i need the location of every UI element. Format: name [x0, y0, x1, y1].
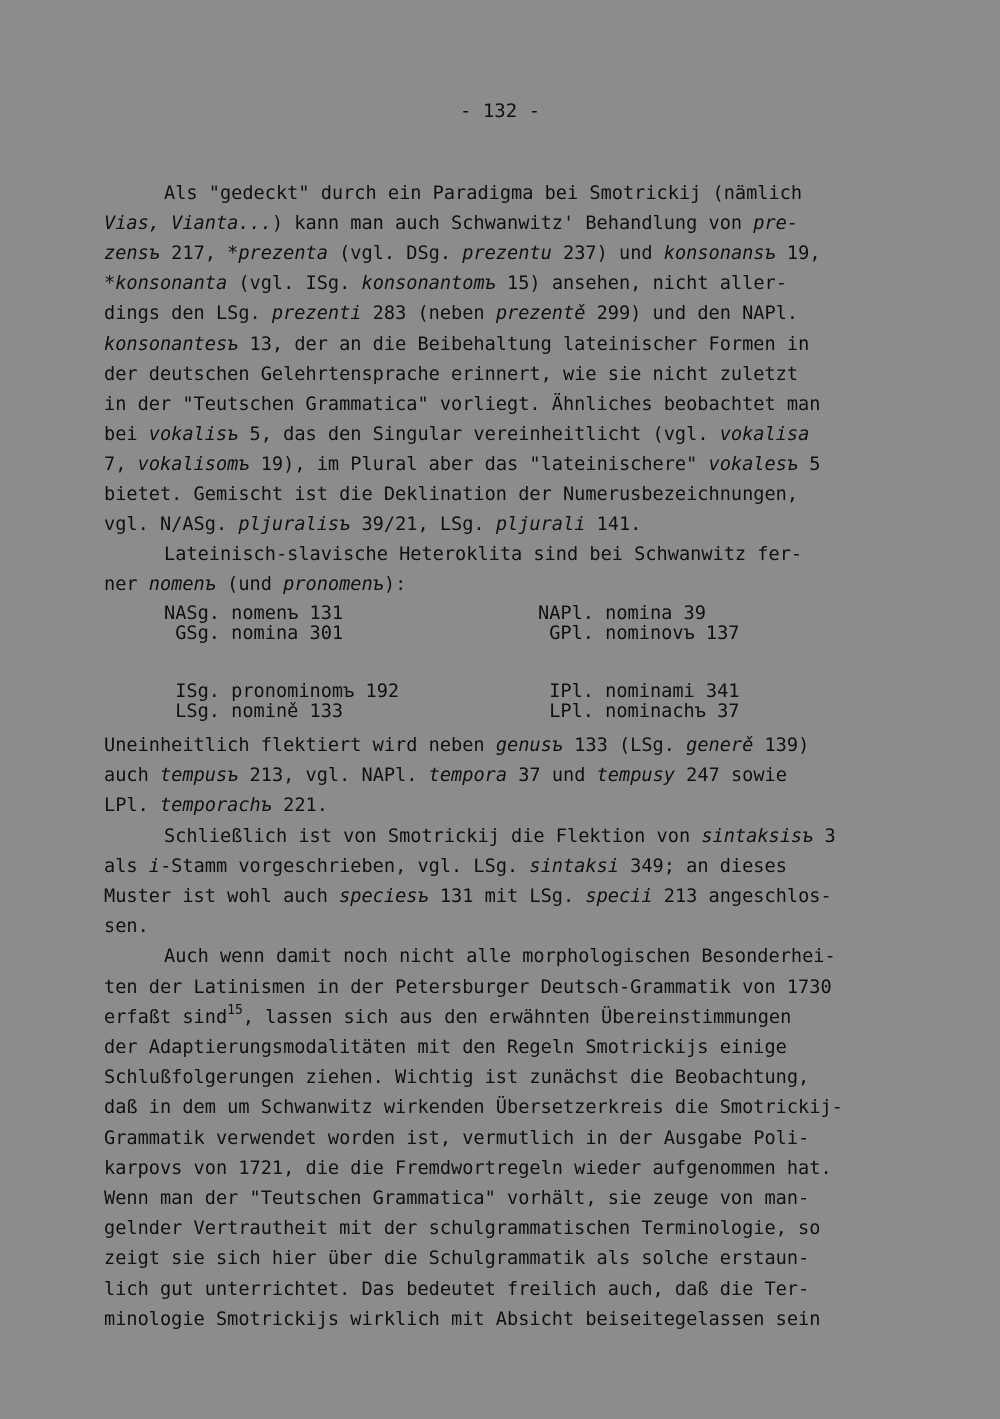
text-line: [104, 1157, 832, 1181]
paradigm-form: [164, 643, 399, 662]
text-run: 3: [813, 825, 836, 847]
italic-word: tempora: [428, 765, 508, 787]
text-run: vgl. N/ASg.: [104, 514, 239, 536]
text-line: [104, 1278, 809, 1302]
italic-word: sintaksi: [529, 855, 619, 877]
text-run: als: [104, 855, 149, 877]
italic-word: pljuralisъ: [238, 514, 351, 536]
text-run: gelnder Vertrautheit mit der schulgrammatischen Terminologie, so: [104, 1218, 821, 1240]
paradigm-table-left: [164, 603, 399, 721]
text-line: [104, 212, 798, 236]
text-run: Grammatik verwendet worden ist, vermutlich in der Ausgabe Poli-: [104, 1127, 810, 1149]
italic-word: tempusъ: [159, 765, 239, 787]
text-line: [104, 855, 787, 879]
text-run: 237) und: [551, 243, 664, 265]
italic-word: vokalisomъ: [137, 453, 250, 475]
text-run: 5, das den Singular vereinheitlicht (vgl.: [238, 423, 720, 445]
italic-word: temporachъ: [159, 795, 272, 817]
text-line: [104, 1247, 809, 1271]
text-run: karpovs von 1721, die die Fremdwortregeln wieder aufgenommen hat.: [104, 1157, 832, 1179]
text-run: 247 sowie: [674, 765, 787, 787]
text-line: [104, 976, 832, 1000]
text-run: der Adaptierungsmodalitäten mit den Regeln Smotrickijs einige: [104, 1037, 787, 1058]
text-run: Muster ist wohl auch: [104, 886, 340, 907]
italic-word: pljurali: [495, 514, 586, 536]
text-line: [104, 272, 787, 296]
text-run: 141.: [585, 514, 642, 536]
text-line: [164, 182, 802, 206]
text-run: Schließlich ist von Smotrickij die Flektion von: [164, 825, 702, 847]
text-run: 7,: [104, 453, 138, 475]
text-run: Lateinisch-slavische Heteroklita sind bei Schwanwitz fer-: [164, 544, 803, 566]
italic-word: konsonanta: [115, 273, 228, 295]
text-run: 217, *: [159, 243, 239, 265]
text-run: 19,: [775, 243, 821, 265]
italic-word: speciesъ: [339, 886, 429, 907]
text-line: [104, 453, 820, 477]
footnote-reference: 15: [227, 1002, 243, 1018]
text-run: *: [104, 273, 116, 295]
text-run: 283 (neben: [361, 303, 496, 325]
italic-word: konsonantomъ: [361, 273, 496, 295]
italic-word: vokalesъ: [708, 453, 799, 475]
italic-word: generě: [686, 735, 754, 756]
text-run: 349; an dieses: [618, 855, 787, 877]
text-line: [104, 573, 406, 597]
text-line: [104, 1308, 820, 1332]
text-run: der deutschen Gelehrtensprache erinnert, wie sie nicht zuletzt: [104, 363, 799, 385]
paradigm-form: [538, 643, 740, 662]
paradigm-form: [164, 662, 399, 681]
text-line: [104, 302, 798, 326]
text-line: [104, 363, 798, 387]
paradigm-form: NASg. nomenъ 131: [164, 603, 344, 624]
paradigm-form: LSg. nomině 133: [164, 701, 344, 722]
text-run: ) kann man auch Schwanwitz' Behandlung von: [271, 213, 754, 235]
text-line: [104, 1036, 787, 1060]
text-line: [104, 393, 820, 417]
text-run: (vgl. DSg.: [327, 243, 463, 265]
text-line: [104, 513, 641, 537]
text-line: [104, 423, 809, 447]
italic-word: prezentu: [462, 243, 552, 265]
text-line: [104, 1217, 820, 1241]
text-line: [104, 1066, 809, 1090]
text-run: lich gut unterrichtet. Das bedeutet freilich auch, daß die Ter-: [104, 1278, 810, 1300]
page-number: - 132 -: [459, 100, 541, 122]
text-line: [104, 794, 328, 818]
text-line: [164, 945, 836, 969]
text-line: [104, 1187, 809, 1211]
text-run: bietet. Gemischt ist die Deklination der Numerusbezeichnungen,: [104, 484, 799, 505]
italic-word: sintaksisъ: [701, 825, 814, 847]
italic-word: konsonansъ: [663, 243, 776, 265]
italic-word: i: [148, 855, 160, 877]
text-run: -Stamm vorgeschrieben, vgl. LSg.: [159, 855, 530, 877]
italic-word: Vias, Vianta...: [104, 213, 272, 235]
text-run: 139): [753, 735, 810, 756]
text-run: 221.: [271, 795, 328, 817]
italic-word: prezenti: [271, 303, 362, 325]
text-run: 13, der an die Beibehaltung lateinischer Formen in: [238, 333, 810, 355]
text-run: zeigt sie sich hier über die Schulgrammatik als solche erstaun-: [104, 1248, 810, 1270]
italic-word: nomenъ: [148, 574, 216, 596]
text-run: ten der Latinismen in der Petersburger Deutsch-Grammatik von 1730: [104, 976, 832, 998]
text-line: [104, 885, 832, 909]
text-run: in der "Teutschen Grammatica" vorliegt. Ähnliches beobachtet man: [104, 393, 821, 415]
italic-word: genusъ: [495, 735, 563, 756]
text-line: [104, 1127, 809, 1151]
paradigm-form: LPl. nominachъ 37: [538, 701, 740, 722]
text-line: [104, 1096, 843, 1120]
text-run: Wenn man der "Teutschen Grammatica" vorhält, sie zeuge von man-: [104, 1188, 810, 1209]
text-run: (und: [215, 574, 284, 596]
text-run: 15) ansehen, nicht aller-: [495, 273, 787, 295]
text-run: LPl.: [104, 795, 160, 817]
italic-word: prezentě: [495, 303, 586, 325]
text-run: ):: [383, 574, 407, 596]
paradigm-form: ISg. pronominomъ 192: [164, 681, 400, 702]
italic-word: prezenta: [238, 243, 328, 265]
text-run: ner: [104, 574, 149, 596]
text-run: 213 angeschlos-: [652, 886, 832, 907]
text-line: [104, 734, 809, 758]
italic-word: konsonantesъ: [104, 333, 239, 355]
italic-word: zensъ: [104, 243, 160, 265]
text-run: 39/21, LSg.: [350, 514, 496, 536]
text-run: 213, vgl. NAPl.: [238, 765, 429, 787]
text-run: 5: [798, 453, 821, 475]
italic-word: vokalisa: [719, 423, 810, 445]
text-line: [104, 333, 809, 357]
text-run: daß in dem um Schwanwitz wirkenden Übersetzerkreis die Smotrickij-: [104, 1097, 843, 1119]
italic-word: pre-: [753, 213, 799, 235]
text-run: erfaßt sind: [104, 1006, 228, 1028]
paradigm-form: NAPl. nomina 39: [538, 603, 706, 624]
text-run: minologie Smotrickijs wirklich mit Absicht beiseitegelassen sein: [104, 1308, 821, 1330]
text-run: 19), im Plural aber das "lateinischere": [249, 453, 709, 475]
text-run: 133 (LSg.: [562, 735, 687, 756]
text-run: Uneinheitlich flektiert wird neben: [104, 735, 496, 756]
italic-word: tempusy: [596, 765, 675, 787]
paradigm-table-right: [538, 603, 740, 721]
text-run: sen.: [104, 916, 149, 938]
paradigm-form: IPl. nominami 341: [538, 681, 740, 702]
paradigm-form: [538, 662, 740, 681]
italic-word: pronomenъ: [283, 574, 384, 596]
text-run: Auch wenn damit noch nicht alle morphologischen Besonderhei-: [164, 946, 836, 968]
text-run: 131 mit LSg.: [428, 886, 586, 907]
text-run: 299) und den NAPl.: [585, 303, 799, 325]
text-run: Schlußfolgerungen ziehen. Wichtig ist zunächst die Beobachtung,: [104, 1067, 810, 1089]
text-line: [164, 825, 836, 849]
italic-word: specii: [585, 886, 653, 907]
text-run: dings den LSg.: [104, 303, 272, 325]
text-line: [104, 764, 787, 788]
text-run: , lassen sich aus den erwähnten Übereinstimmungen: [242, 1006, 792, 1028]
text-run: auch: [104, 765, 160, 787]
paradigm-form: GPl. nominovъ 137: [538, 623, 740, 644]
text-line: [104, 1002, 792, 1030]
text-line: [104, 915, 149, 939]
paradigm-form: GSg. nomina 301: [164, 623, 344, 644]
text-line: [104, 483, 798, 507]
text-line: [164, 543, 802, 567]
text-line: [104, 242, 821, 266]
text-run: Als "gedeckt" durch ein Paradigma bei Smotrickij (nämlich: [164, 183, 803, 204]
text-run: bei: [104, 423, 149, 445]
italic-word: vokalisъ: [148, 423, 239, 445]
text-run: 37 und: [507, 765, 597, 787]
text-run: (vgl. ISg.: [227, 273, 362, 295]
